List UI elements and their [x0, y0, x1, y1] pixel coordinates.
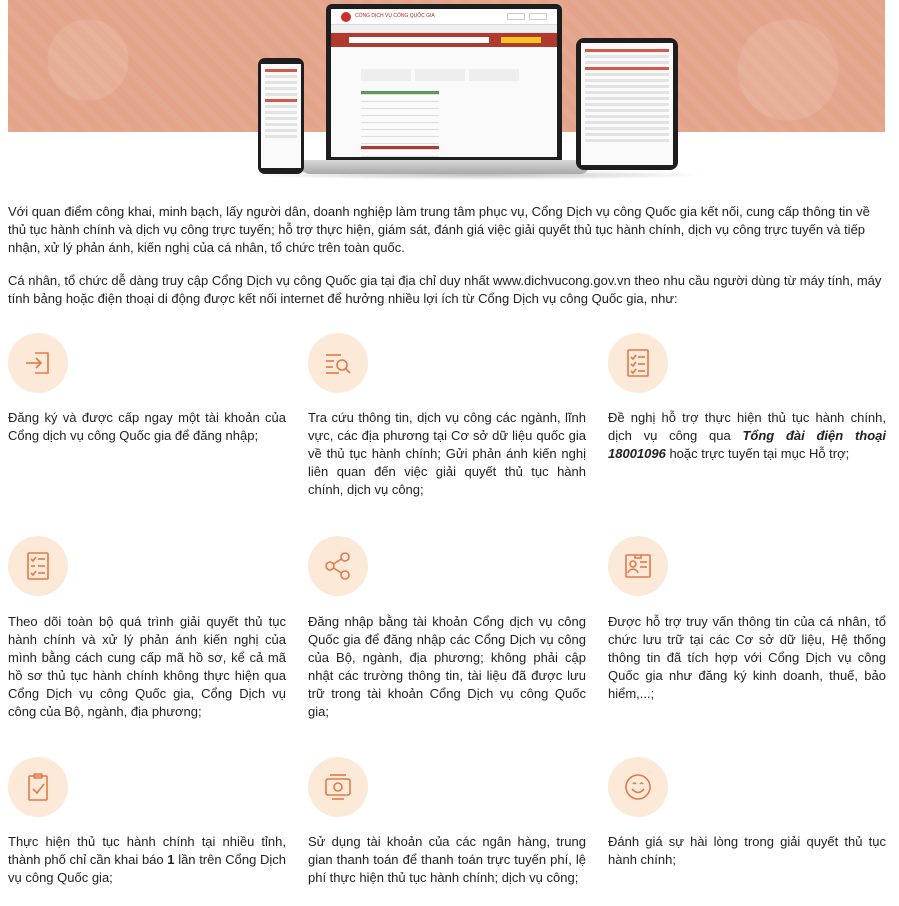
- login-icon: [8, 333, 68, 393]
- feature-text: Sử dụng tài khoản của các ngân hàng, trung gian thanh toán để thanh toán trực tuyến phí, lệ phí thực hiện thủ tục hành chính; dịch vụ công;: [308, 834, 586, 885]
- feature-single-sign-on: [308, 536, 586, 721]
- screen-login-button: [507, 13, 525, 20]
- feature-online-payment: [308, 757, 586, 887]
- share-icon: [308, 536, 368, 596]
- feature-text: Theo dõi toàn bộ quá trình giải quyết thủ tục hành chính và xử lý phản ánh kiến nghị của mình bằng cách cung cấp mã hồ sơ, kể cả mã hồ sơ thủ tục hành chính không thực hiện qua Cổng Dịch vụ công Quốc gia, Cổng Dịch vụ công của Bộ, ngành, địa phương;: [8, 614, 286, 719]
- feature-text: Đề nghị hỗ trợ thực hiện thủ tục hành chính, dịch vụ công qua Tổng đài điện thoại 18001096 hoặc trực tuyến tại mục Hỗ trợ;: [608, 410, 886, 461]
- screen-title: CỔNG DỊCH VỤ CÔNG QUỐC GIA: [355, 13, 435, 19]
- smiley-icon: [608, 757, 668, 817]
- declaration-count: 1: [167, 852, 175, 867]
- feature-support-request: [608, 333, 886, 463]
- laptop-base: [300, 160, 590, 174]
- feature-text: Tra cứu thông tin, dịch vụ công các ngành, lĩnh vực, các địa phương tại Cơ sở dữ liệu quốc gia về thủ tục hành chính; Gửi phản ánh kiến nghị liên quan đến việc giải quyết thủ tục hành chính, dịch vụ công;: [308, 410, 586, 497]
- screen-register-button: [529, 13, 547, 20]
- tablet-mockup: [576, 38, 678, 170]
- intro-paragraph-1: Với quan điểm công khai, minh bạch, lấy người dân, doanh nghiệp làm trung tâm phục vụ, Cổng Dịch vụ công Quốc gia kết nối, cung cấp thông tin về thủ tục hành chính và dịch vụ công trực tuyến; hỗ trợ thực hiện, giám sát, đánh giá việc giải quyết thủ tục hành chính, dịch vụ công trực tuyến và tiếp nhận, xử lý phản ánh, kiến nghị của cá nhân, tổ chức trên toàn quốc.: [8, 204, 870, 255]
- feature-lookup-info: [308, 333, 586, 499]
- id-card-icon: [608, 536, 668, 596]
- feature-text: Đăng ký và được cấp ngay một tài khoản của Cổng dịch vụ công Quốc gia để đăng nhập;: [8, 410, 286, 443]
- payment-icon: [308, 757, 368, 817]
- emblem-logo: [341, 12, 351, 22]
- clipboard-check-icon: [8, 757, 68, 817]
- feature-register-account: [8, 333, 286, 445]
- feature-track-process: [8, 536, 286, 721]
- list-tracking-icon: [8, 536, 68, 596]
- search-document-icon: [308, 333, 368, 393]
- feature-text: Đánh giá sự hài lòng trong giải quyết thủ tục hành chính;: [608, 834, 886, 867]
- checklist-icon: [608, 333, 668, 393]
- feature-satisfaction-rating: [608, 757, 886, 869]
- feature-text: Thực hiện thủ tục hành chính tại nhiều tỉnh, thành phố chỉ cần khai báo 1 lần trên Cổng Dịch vụ công Quốc gia;: [8, 834, 286, 885]
- feature-query-data: [608, 536, 886, 703]
- intro-paragraph-2: Cá nhân, tổ chức dễ dàng truy cập Cổng Dịch vụ công Quốc gia tại địa chỉ duy nhất www.dichvucong.gov.vn theo nhu cầu người dùng từ máy tính, máy tính bảng hoặc điện thoại di động được kết nối internet để hưởng nhiều lợi ích từ Cổng Dịch vụ công Quốc gia, như:: [8, 273, 882, 306]
- phone-mockup: [258, 58, 304, 174]
- hotline-text: Tổng đài điện thoại 18001096: [608, 428, 886, 461]
- laptop-mockup: [326, 4, 562, 162]
- feature-single-declaration: [8, 757, 286, 887]
- feature-text: Được hỗ trợ truy vấn thông tin của cá nhân, tổ chức lưu trữ tại các Cơ sở dữ liệu, Hệ thống thông tin đã tích hợp với Cổng Dịch vụ công Quốc gia như đăng ký kinh doanh, thuế, bảo hiểm,...;: [608, 614, 886, 701]
- feature-text: Đăng nhập bằng tài khoản Cổng dịch vụ công Quốc gia để đăng nhập các Cổng Dịch vụ công của Bộ, ngành, địa phương; không phải cập nhật các trường thông tin, tài liệu đã được lưu trữ trong tài khoản Cổng Dịch vụ công Quốc gia;: [308, 614, 586, 719]
